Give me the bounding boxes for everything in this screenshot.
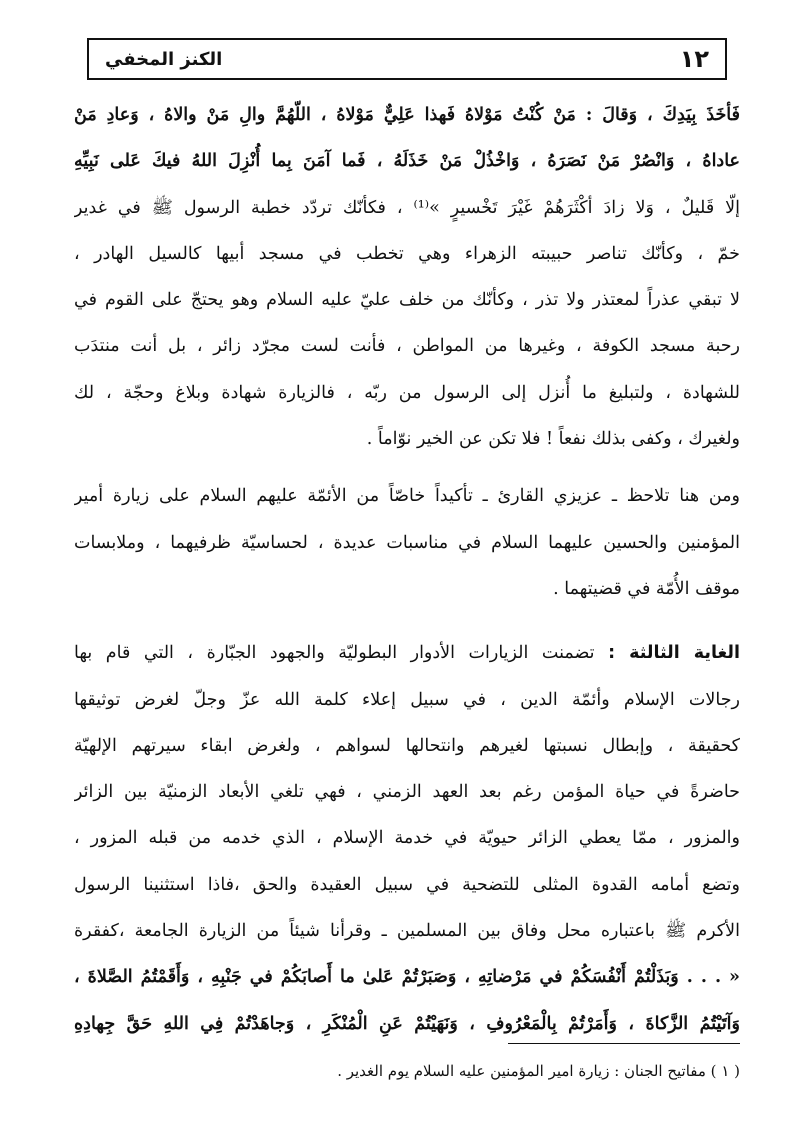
quote-line: فَأخَذَ بِيَدِكَ ، وَقالَ : مَنْ كُنْتُ مَوْلاهُ فَهذا عَلِيٌّ مَوْلاهُ ، اللّهُمَّ والِ مَنْ والاهُ ، وَعادِ مَنْ	[74, 105, 740, 125]
text-line: رجالات الإسلام وأئمّة الدين ، في سبيل إعلاء كلمة الله عزّ وجلّ لغرض توثيقها	[74, 689, 740, 710]
text-line: الأكرم ﷺ باعتباره محل وفاق بين المسلمين ـ وقرأنا شيئاً من الزيارة الجامعة ،كفقرة	[74, 921, 740, 942]
text-line: موقف الأُمّة في قضيتهما .	[553, 578, 740, 599]
text-line: وتضع أمامه القدوة المثلى للتضحية في سبيل العقيدة والحق ،فاذا استثنينا الرسول	[74, 874, 740, 895]
text-line: خمّ ، وكأنّك تناصر حبيبته الزهراء وهي تخطب في مسجد أبيها كالسيل الهادر ،	[74, 243, 740, 264]
section-heading: الغاية الثالثة :	[608, 643, 740, 664]
text-line: للشهادة ، ولتبليغ ما أُنزل إلى الرسول من ربّه ، فالزيارة شهادة وبلاغ وحجّة ، لك	[74, 382, 740, 403]
text-line: ولغيرك ، وكفى بذلك نفعاً ! فلا تكن عن الخير نوّاماً .	[366, 429, 740, 450]
text-line: ومن هنا تلاحظ ـ عزيزي القارئ ـ تأكيداً خاصّاً من الأئمّة عليهم السلام على زيارة أمير	[74, 486, 740, 507]
footnote: ( ١ ) مفاتيح الجنان : زيارة امير المؤمنين عليه السلام يوم الغدير .	[337, 1062, 740, 1080]
quote-line: وَآتَيْتُمُ الزَّكاةَ ، وَأَمَرْتُمْ بِالْمَعْرُوفِ ، وَنَهَيْتُمْ عَنِ الْمُنْكَرِ ، وَجاهَدْتُمْ فِي اللهِ حَقَّ جِهادِهِ	[74, 1013, 740, 1034]
text-line: المؤمنين والحسين عليهما السلام في مناسبات عديدة ، لحساسيّة ظرفيهما ، وملابسات	[74, 532, 740, 553]
text-line: لا تبقي عذراً لمعتذر ولا تذر ، وكأنّك من خلف عليّ عليه السلام وهو يحتجّ على القوم في	[74, 290, 740, 311]
page-body	[74, 92, 740, 1047]
page-number: ١٢	[679, 45, 709, 73]
text-line: كحقيقة ، وإبطال نسبتها لغيرهم وانتحالها لسواهم ، ولغرض ابقاء سيرتهم الإلهيّة	[74, 735, 740, 756]
footnote-separator	[508, 1043, 740, 1044]
text-line: والمزور ، ممّا يعطي الزائر حيويّة في خدمة الإسلام ، الذي خدمه من قبله المزور ،	[74, 828, 740, 849]
section-gap	[74, 612, 740, 630]
text-line: حاضرةً في حياة المؤمن رغم بعد العهد الزمني ، فهي تلغي الأبعاد الزمنيّة بين الزائر	[74, 782, 740, 803]
text-line	[74, 630, 740, 676]
paragraph-gap	[74, 462, 740, 473]
text-line: رحبة مسجد الكوفة ، وغيرها من المواطن ، فأنت لست مجرّد زائر ، بل أنت منتدَب	[74, 336, 740, 357]
page-header	[87, 38, 727, 80]
quote-line: عاداهُ ، وَانْصُرْ مَنْ نَصَرَهُ ، وَاخْذُلْ مَنْ خَذَلَهُ ، فَما آمَنَ بِما أُنْزِلَ اللهُ فيكَ عَلى نَبِيِّهِ	[74, 151, 740, 172]
quote-line: « . . . وَبَذَلْتُمْ أَنْفُسَكُمْ في مَرْضاتِهِ ، وَصَبَرْتُمْ عَلىٰ ما أَصابَكُمْ في جَنْبِهِ ، وَأَقَمْتُمُ الصَّلاةَ ،	[74, 967, 740, 988]
text-line: إلّا قَليلٌ ، وَلا زادَ أكْثَرَهُمْ غَيْرَ تَخْسيرٍ »⁽¹⁾ ، فكأنّك تردّد خطبة الرسول ﷺ في غدير	[74, 197, 740, 218]
heading-line-text: تضمنت الزيارات الأدوار البطوليّة والجهود الجبّارة ، التي قام بها	[74, 643, 595, 664]
running-title: الكنز المخفي	[105, 48, 223, 70]
